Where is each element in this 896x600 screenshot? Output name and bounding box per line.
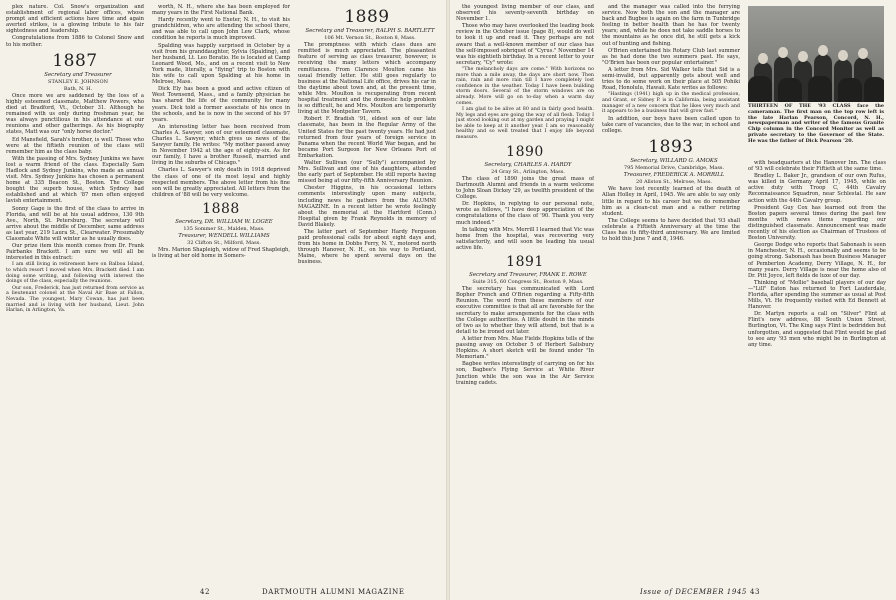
class-officer-role: Secretary, DR. WILLIAM W. LOGEE xyxy=(175,218,273,225)
class-officer-address: Bath, N. H. xyxy=(63,85,93,92)
page-number: 42 xyxy=(200,588,211,596)
quoted-letter: I am still living in retirement here on Balboa Island, to which resort I moved when Mrs. Brackett died. I am doing some writing, and following with interest the doings of the class, especially the reunions. xyxy=(6,262,144,285)
paragraph: Hardy recently went to Exeter, N. H., to visit his grandchildren, who are attending the school there, and was able to call upon John Lew Clark, whose condition he reports is much improved. xyxy=(152,17,290,42)
paragraph: O'Brien entertained his Rotary Club last summer as he had done the two summers past. He says, "O'Brien has been our popular entertainer." xyxy=(602,47,740,66)
paragraph: Mrs. Marion Shapleigh, widow of Fred Shapleigh, is living at her old home in Somers- xyxy=(152,247,290,260)
paragraph: In addition, our boys have been called upon to take care of vacancies, due to the war, in school and college. xyxy=(602,115,740,134)
class-officer-role: Secretary, CHARLES A. HARDY xyxy=(484,161,572,168)
class-officer-address: Suite 315, 60 Congress St., Boston 9, Mass. xyxy=(472,279,584,286)
paragraph: Dr. Martyn reports a call on "Silver" Flint at Flint's new address, 88 South Union Street, Burlington, Vt. The King says Flint is bedridden but unforgotten, and suggested that Flint would be glad to see any '93 men who might be in Burlington at any time. xyxy=(748,311,886,348)
paragraph: The secretary has communicated with Lord Bopher French and O'Brien regarding a Fifty-fifth Reunion. The word from these members of our executive committee is that all are favorable for the secretary to make arrangements for the class with the College authorities. A little doubt in the minds of two as to whether they will attend, but that is a detail to be ironed out later. xyxy=(456,286,594,335)
paragraph: The promptness with which class dues are remitted is much appreciated. The pleasantest feature of serving as class treasurer, however, is receiving the many letters which accompany remittances. From Clarence Moulton came his usual friendly letter. He still goes regularly to business at the National Life office, drives his car in the daytime about town and, at the present time, while Mrs. Moulton is recuperating from recent hospital treatment and the domestic help problem is so difficult, he and Mrs. Moulton are temporarily living at the Montpelier Tavern. xyxy=(298,42,436,116)
paragraph: Thinking of "Mollie" baseball players of our day—"Lill" Eaton has returned to Fort Lauderdale, Florida, after spending the summer as usual at Post Mills, Vt. He frequently visited with Ed Bennett at Hanover. xyxy=(748,279,886,311)
paragraph: A letter from Mrs. Sid Walker tells that Sid is a semi-invalid, but apparently gets about well and tries to do some work on their place at 505 Pohiki Road, Honolulu, Hawaii. Kate writes as follows: xyxy=(602,66,740,92)
paragraph: worth, N. H., where she has been employed for many years in the First National Bank. xyxy=(152,4,290,17)
paragraph: Charles L. Sawyer's only death in 1918 deprived the class of one of its most loyal and highly respected members. The above letter from his fine son will be greatly appreciated. All letters from the children of '88 will be very welcome. xyxy=(152,167,290,198)
quoted-letter: Our son, Frederick, has just returned from service as a lieutenant colonel at the Naval Air Base at Fallon, Nevada. The youngest, Mary Cowan, has just been married and is living with her husband, Lieut. John Harlan, in Arlington, Va. xyxy=(6,285,144,314)
paragraph: A letter from Mrs. Mae Fields Hopkins tells of the passing away on October 5 of Herbert Salisbury Hopkins. A short sketch will be found under "In Memoriam." xyxy=(456,335,594,361)
paragraph: plex nature. Col. Snow's organization and establishment of regional labor offices, whose prompt and efficient actions have time and again averted strikes, is a glowing tribute to his fair sightedness and leadership. xyxy=(6,4,144,35)
class-officer-role: Treasurer, WENDELL WILLIAMS xyxy=(178,233,270,240)
paragraph: Congratulations from 1886 to Colonel Snow and to his mother. xyxy=(6,35,144,48)
class-officer-role: Treasurer, FREDERICK A. MORRILL xyxy=(623,172,725,179)
paragraph: with headquarters at the Hanover Inn. The class of '93 will celebrate their Fiftieth at the same time. xyxy=(748,160,886,173)
issue-date: Issue of DECEMBER 1945 xyxy=(640,588,747,596)
class-officer-role: Secretary and Treasurer, RALPH S. BARTLETT xyxy=(305,28,435,34)
paragraph: We have lost recently learned of the death of Allan Holley in April, 1945. We are able to say only little in regard to his career but we do remember him as a clean-cut man and a rather retiring student. xyxy=(602,186,740,217)
paragraph: the youngest living member of our class, and observed his seventy-seventh birthday on November 1. xyxy=(456,4,594,23)
quoted-letter: "Hastings (1941) high up in the medical profession, and Grant, or Sidney P. is in California, being assistant manager of a new concern that he likes very much and it appears to be a business that will grow fast." xyxy=(602,92,740,115)
class-group-photo xyxy=(748,6,884,102)
class-officer-address: 795 Memorial Drive, Cambridge, Mass. xyxy=(623,165,725,172)
right-column-2 xyxy=(602,4,740,582)
paragraph: Those who may have overlooked the leading book review in the October issue (page 8), would do well to look it up and read it. They perhaps are not aware that a well-known member of our class has the self-imposed sobriquet of "Cyrus." November 14 was his eightieth birthday. In a recent letter to your secretary, "Cy" wrote: xyxy=(456,23,594,66)
class-officer-role: Secretary and Treasurer, FRANK E. ROWE xyxy=(469,271,587,278)
paragraph: In talking with Mrs. Merrill I learned that Vic was home from the hospital, was recovering very satisfactorily, and will soon be leading his usual active life. xyxy=(456,226,594,251)
class-officer-address: 32 Clifton St., Milford, Mass. xyxy=(187,240,261,247)
class-year-heading: 1890 xyxy=(506,143,544,160)
paragraph: Sonny Gage is the first of the class to arrive in Florida, and will be at his usual address, 130 9th Ave., North, St. Petersburg. The secretary will arrive about the middle of December, same address as last year, 219 Laura St., Clearwater. Presumably Classmate White will winter as he usually does. xyxy=(6,205,144,243)
paragraph: Our prize item this month comes from Dr. Frank Pairbanks Brackett. I am sure we will all be interested in this extract: xyxy=(6,243,144,262)
class-officer-address: 24 Gray St., Arlington, Mass. xyxy=(491,168,565,175)
page-number: 43 xyxy=(750,588,761,596)
quoted-letter: I am glad to be alive at 80 and in fairly good health. My legs and eyes are going the way of all flesh. Today I just stood looking out at my garden and praying I might be able to keep at it another year. I am so reasonably healthy and so well treated that I enjoy life beyond measure. xyxy=(456,107,594,141)
class-officer-name: STANLEY E. JOHNSON xyxy=(48,78,108,85)
paragraph: and the manager was called into the ferrying service. Now both the son and the manager are back and Bugbee is again on the farm in Tunbridge feeling in better health than he has for twenty years; and, while he does not take saddle horses to the mountains as he once did, he still gets a kick out of hunting and fishing. xyxy=(602,4,740,47)
paragraph: Bagbee writes interestingly of carrying on for his son, Bagbee's Flying Service at White River Junction while the son was in the Air Service training cadets. xyxy=(456,361,594,386)
left-column-1 xyxy=(6,4,144,582)
right-column-1 xyxy=(456,4,594,582)
class-officer-role: Secretary and Treasurer xyxy=(44,71,112,78)
paragraph: President Guy Cox has learned out from the Boston papers several times during the past few months with news items regarding our distinguished classmate. Announcement was made recently of his election as Chairman of Trustees of Boston University. xyxy=(748,204,886,242)
paragraph: Robert F. Bradish '91, eldest son of our late classmate, has been in the Regular Army of the United States for the past twenty years. He had just returned from four years of foreign service in Panama when the recent World War began, and he became Port Surgeon for New Orleans Port of Embarkation. xyxy=(298,116,436,159)
paragraph: The class of 1890 joins the great mass of Dartmouth Alumni and friends in a warm welcome to John Sloan Dickey '29, as twelfth president of the College. xyxy=(456,175,594,201)
paragraph: Walter Sullivan (our "Sully") accompanied by Mrs. Sullivan and one of his daughters, attended the early part of September. He still reports having missed being at our fifty-fifth Anniversary Reunion. xyxy=(298,159,436,185)
right-page xyxy=(450,0,896,600)
class-year-heading: 1891 xyxy=(506,253,544,270)
paragraph: The College seems to have decided that '93 shall celebrate a Fiftieth Anniversary at the time the Class has its fifty-third anniversary. We are limited to hold this June 7 and 8, 1946. xyxy=(602,217,740,243)
class-year-heading: 1888 xyxy=(202,200,240,217)
class-officer-role: Secretary, WILLARD G. AMOKS xyxy=(630,157,718,164)
paragraph: The latter part of September Hardy Ferguson paid professional calls for about eight days and, from his home in Dobbs Ferry, N. Y., motored north through Hanover, N. H., on his way to Portland, Maine, where he spent several days on the business. xyxy=(298,229,436,266)
left-column-3 xyxy=(298,4,436,582)
paragraph: With the passing of Mrs. Sydney Junkins we have lost a warm friend of the class. Especially Sam Hadlock and Sydney Junkins, who made an annual visit. Mrs. Sydney Junkins has chosen a permanent home at 335 Beacon St., Boston. The College bought the superb house, which Sydney had established and at which '87 men often enjoyed lavish entertainment. xyxy=(6,155,144,205)
paragraph: Chester Higgins, in his occasional letters comments interestingly upon many subjects, including news he gathers from the ALUMNI MAGAZINE. In a recent letter he wrote feelingly about the memorial at the Hartford (Conn.) Hospital given by Frank Reynolds in memory of David Blakely. xyxy=(298,185,436,228)
left-column-2 xyxy=(152,4,290,582)
class-officer-address: 106 Mt. Vernon St., Boston 8, Mass. xyxy=(324,35,416,42)
paragraph: George Dodge who reports that Sabonash is seen in Manchester, N. H., occasionally and seems to be going strong. Sabonash has been Business Manager of Pemberton Academy, Derry Village, N. H., for many years. Derry Village is near the home also of Dr. Pitt Joyce, left fields de luxe of our day. xyxy=(748,242,886,279)
paragraph: An interesting letter has been received from Charles A. Sawyer, son of our esteemed classmate, Charles L. Sawyer, which gives us news of the Sawyer family. He writes: "My mother passed away in November 1942 at the age of eighty-six. As for our family, I have a brother Russell, married and living in the suburbs of Chicago." xyxy=(152,123,290,167)
photo-caption: THIRTEEN OF THE '93 CLASS face the cameraman. The first man on the top row left is the late Harlan Pearson, Concord, N. H., newspaperman and writer of the famous Granite Chip column in the Concord Monitor as well as private secretary to the Governor of the State. He was the father of Dick Pearson '20. xyxy=(748,103,884,144)
magazine-title: DARTMOUTH ALUMNI MAGAZINE xyxy=(262,588,405,596)
paragraph: Ed Mansfield, Sarah's brother, is well. Those who were at the fiftieth reunion of the class will remember him as the class baby. xyxy=(6,136,144,155)
class-year-heading: 1893 xyxy=(648,136,694,157)
paragraph: Bradley L. Baker Jr., grandson of our own Rufus, was killed in Germany April 17, 1945, while on active duty with Troop C, 44th Cavalry Reconnaissance Squadron, near Schlestal. He saw action with the 44th Cavalry group. xyxy=(748,173,886,204)
paragraph: Dick Ely has been a good and active citizen of West Townsend, Mass., and a family physician he has shared the life of the community for many years. Dick told a former associate of his once in the schools, and he is now in the second of his 97 years. xyxy=(152,86,290,123)
quoted-letter: "The melancholy days are come." With horizons no more than a mile away, the days are short now. Then rain, rain and more rain till I have completely lost confidence in the weather. Today I have been building storm doors. Several of the storm windows are on already. More will go on to-day when a warm day comes. xyxy=(456,66,594,106)
paragraph: Once more we are saddened by the loss of a highly esteemed classmate, Matthew Powers, who died at Bradford, Vt., October 31. Although he remained with us only during freshman year, he was always punctilious in his attendance at our reunions and other gatherings. As his biography states, Matt was our "only horse doctor." xyxy=(6,92,144,136)
left-page xyxy=(0,0,446,600)
right-column-3 xyxy=(748,160,886,580)
class-officer-address: 20 Allston St., Melrose, Mass. xyxy=(636,179,712,186)
paragraph: Dr. Hopkins, in replying to our personal note, wrote as follows, "I have deep appreciation of the congratulations of the class of '90. Thank you very much indeed." xyxy=(456,201,594,226)
class-officer-address: 135 Sommer St., Malden, Mass. xyxy=(183,226,265,233)
class-year-heading: 1889 xyxy=(344,7,390,27)
class-year-heading: 1887 xyxy=(52,50,98,71)
paragraph: Spalding was happily surprised in October by a visit from his granddaughter, Sylvia (Spalding), and her husband, Lt. Leo Boratio. He is located at Camp Leonard Wood, Mo., and on a recent visit to New York made, literally, a "flying" trip to Boston with his wife to call upon Spalding at his home in Melrose, Mass. xyxy=(152,42,290,86)
